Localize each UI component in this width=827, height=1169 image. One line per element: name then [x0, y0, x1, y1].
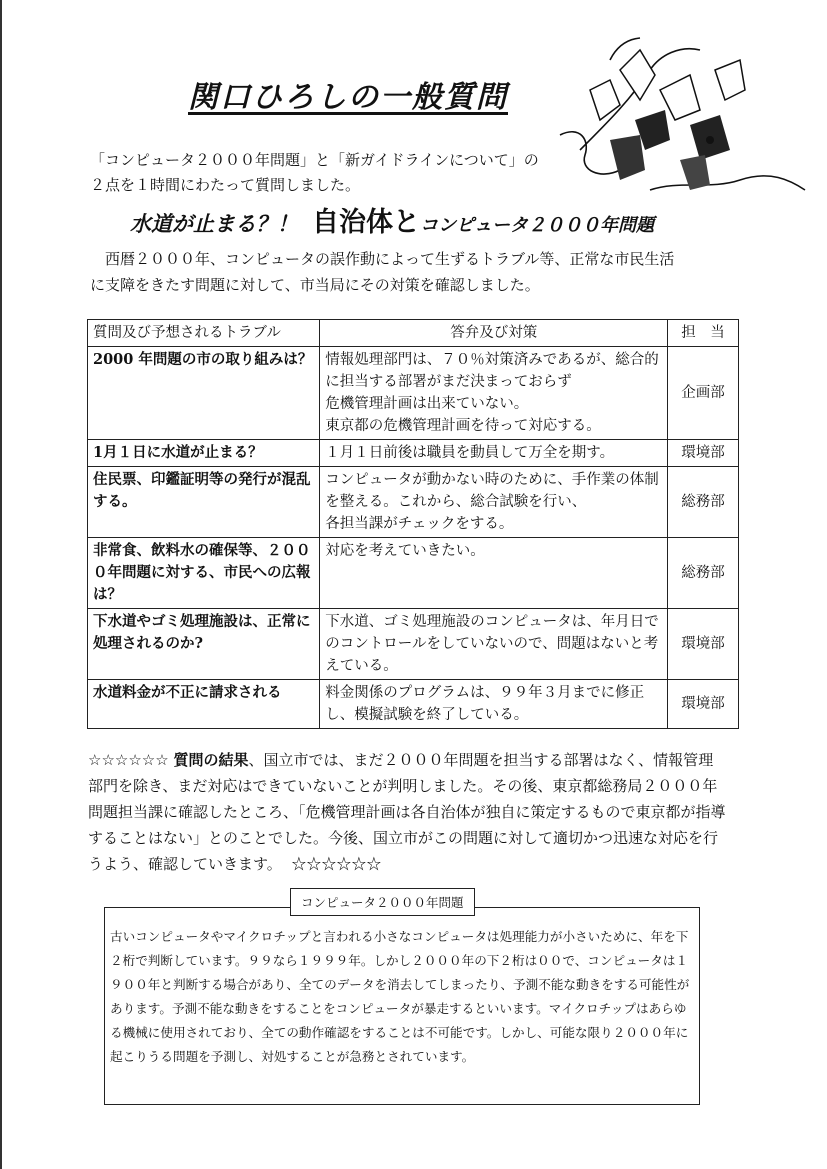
- intro-text: [90, 148, 539, 198]
- summary-paragraph: [90, 246, 750, 298]
- answer-line: 対応を考えていきたい。: [325, 543, 485, 559]
- paragraph-line-2: に支障をきたす問題に対して、市当局にその対策を確認しました。: [90, 276, 540, 294]
- subtitle-part-2: 自治体と: [312, 207, 420, 238]
- answer-line: 下水道、ゴミ処理施設のコンピュータは、年月日でのコントロールをしていないので、問題はないと考えている。: [325, 614, 659, 674]
- morning-glory-illustration: [540, 30, 810, 220]
- department-cell: 総務部: [668, 538, 739, 609]
- answer-cell: [320, 609, 668, 680]
- question-cell: 2000 年問題の市の取り組みは？: [88, 347, 320, 440]
- question-cell: 水道料金が不正に請求される: [88, 680, 320, 729]
- result-label: 質問の結果: [173, 751, 249, 769]
- intro-line-1: 「コンピュータ２０００年問題」と「新ガイドラインについて」の: [90, 151, 539, 169]
- answer-cell: [320, 347, 668, 440]
- result-text: 、国立市では、まだ２０００年問題を担当する部署はなく、情報管理部門を除き、まだ対応はできていないことが判明しました。その後、東京都総務局２０００年問題担当課に確認したところ、「危機管理計画は各自治体が独自に策定するもので東京都が指導することはない」とのことでした。今後、国立市がこの問題に対して適切かつ迅速な対応を行うよう、確認していきます。: [88, 751, 726, 873]
- stars-right: ☆☆☆☆☆☆: [291, 855, 382, 873]
- answer-cell: [320, 680, 668, 729]
- department-cell: 環境部: [668, 440, 739, 467]
- page-edge-line: [0, 0, 2, 1169]
- table-row: [88, 440, 739, 467]
- section-subtitle: [130, 200, 654, 239]
- question-cell: 非常食、飲料水の確保等、２０００年問題に対する、市民への広報は？: [88, 538, 320, 609]
- department-cell: 環境部: [668, 680, 739, 729]
- answer-line: コンピュータが動かない時のために、手作業の体制を整える。これから、総合試験を行い、: [325, 472, 659, 510]
- question-cell: 下水道やゴミ処理施設は、正常に処理されるのか?: [88, 609, 320, 680]
- answer-line: １月１日前後は職員を動員して万全を期す。: [325, 445, 615, 461]
- table-row: [88, 538, 739, 609]
- department-cell: 環境部: [668, 609, 739, 680]
- result-paragraph: [88, 747, 728, 877]
- page-title: 関口ひろしの一般質問: [188, 80, 508, 115]
- subtitle-part-3: コンピュータ２０００年問題: [420, 215, 654, 236]
- answer-cell: [320, 538, 668, 609]
- department-cell: 企画部: [668, 347, 739, 440]
- table-row: [88, 609, 739, 680]
- info-box-title: コンピュータ２０００年問題: [290, 888, 475, 916]
- table-row: [88, 680, 739, 729]
- answer-cell: [320, 440, 668, 467]
- department-cell: 総務部: [668, 467, 739, 538]
- stars-left: ☆☆☆☆☆☆: [88, 751, 169, 769]
- qa-table: [87, 319, 739, 729]
- answer-line: 危機管理計画は出来ていない。: [325, 396, 529, 412]
- question-cell: 住民票、印鑑証明等の発行が混乱する。: [88, 467, 320, 538]
- question-cell: 1月１日に水道が止まる？: [88, 440, 320, 467]
- answer-line: 東京都の危機管理計画を待って対応する。: [325, 418, 601, 434]
- answer-line: 料金関係のプログラムは、９９年３月までに修正し、模擬試験を終了している。: [325, 685, 645, 723]
- answer-line: 情報処理部門は、７０％対策済みであるが、総合的に担当する部署がまだ決まっておらず: [325, 352, 659, 390]
- paragraph-line-1: 西暦２０００年、コンピュータの誤作動によって生ずるトラブル等、正常な市民生活: [90, 250, 675, 268]
- info-box-text: 古いコンピュータやマイクロチップと言われる小さなコンピュータは処理能力が小さいために、年を下２桁で判断しています。９９なら１９９９年。しかし２０００年の下２桁は００で、コンピュータは１９００年と判断する場合があり、全てのデータを消去してしまったり、予測不能な動きをする可能性があります。予測不能な動きをすることをコンピュータが暴走するといいます。マイクロチップはあらゆる機械に使用されており、全ての動作確認をすることは不可能です。しかし、可能な限り２０００年に起こりうる問題を予測し、対処することが急務とされています。: [110, 929, 690, 1064]
- table-header-row: [88, 320, 739, 347]
- answer-cell: [320, 467, 668, 538]
- answer-line: 各担当課がチェックをする。: [325, 516, 514, 532]
- table-row: [88, 347, 739, 440]
- intro-line-2: ２点を１時間にわたって質問しました。: [90, 176, 361, 194]
- subtitle-part-1: 水道が止まる？！: [130, 211, 298, 236]
- header-answer: 答弁及び対策: [320, 320, 668, 347]
- header-department: 担 当: [668, 320, 739, 347]
- header-question: 質問及び予想されるトラブル: [88, 320, 320, 347]
- table-row: [88, 467, 739, 538]
